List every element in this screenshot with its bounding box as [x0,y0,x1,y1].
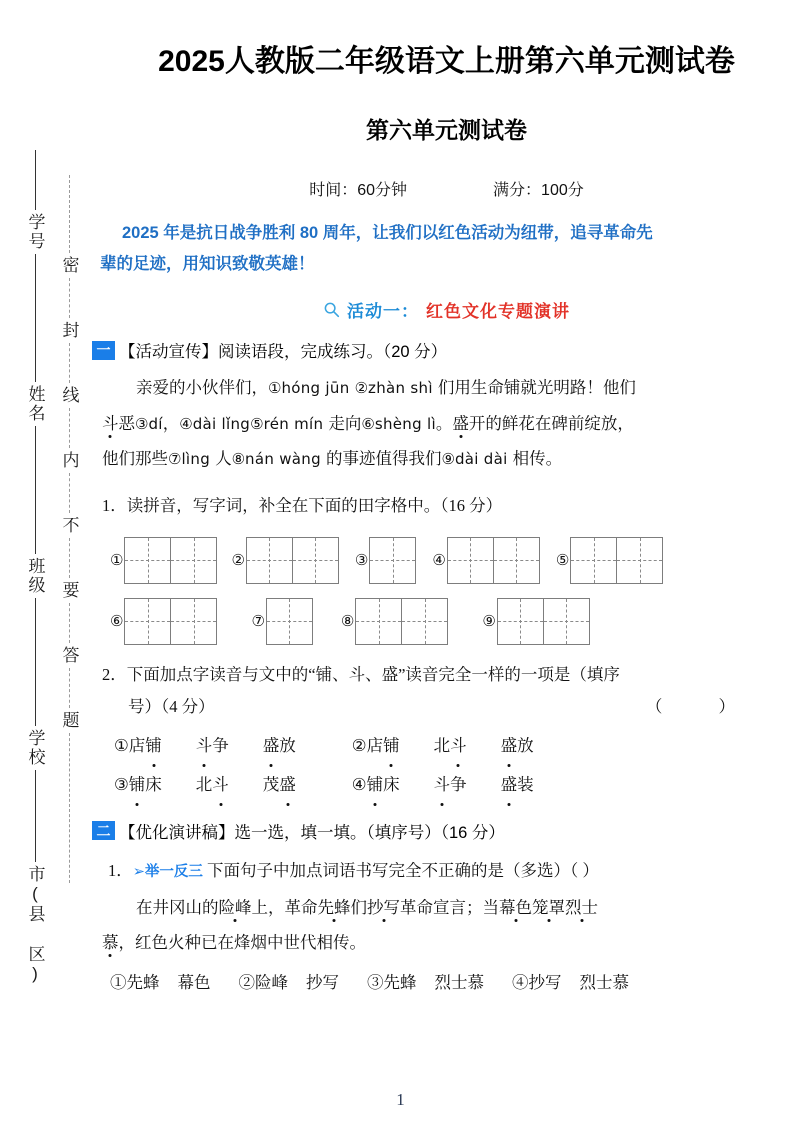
tianzige-index: ① [110,551,124,570]
passage-marker: ⑦ [168,449,182,468]
passage-seg: ， [162,413,180,433]
dotted-word: 险峰 [218,898,252,918]
dotted-char: 铺 [145,729,162,762]
dotted-char: 盛 [501,768,518,801]
pinyin: rén mín [263,414,329,433]
section-heading-2 [92,819,801,843]
grid-row-2 [110,598,801,645]
tianzige-index: ⑦ [251,612,265,631]
q3-number: 1． [108,860,133,880]
option-seg: ③ [114,774,129,794]
passage-marker: ② [354,379,369,398]
pinyin: zhàn shì [368,379,438,398]
q2-line2-text: 号）（4 分） [128,696,215,716]
passage-seg: 开的鲜花在碑前绽放， [468,413,634,433]
spacer [162,729,196,762]
option-seg: 争 [212,735,229,755]
dotted-word: 笼罩 [532,898,565,918]
pinyin: nán wàng [245,449,326,468]
seal-line-column [56,175,82,825]
sidebar-left-item-3: 学校 [25,729,45,767]
question-2-text [102,659,801,723]
passage-marker: ⑨ [441,449,455,468]
question-2-line-1: 2．下面加点字读音与文中的“铺、斗、盛”读音完全一样的一项是（填序 [102,664,620,684]
intro-line-2: 辈的足迹，用知识致敬英雄！ [100,254,315,273]
option-seg: ①先蜂 [110,973,160,993]
passage-seg: 恶 [118,413,135,433]
tianzige-box[interactable] [369,537,416,584]
q3-sentence-line-1 [102,891,787,926]
pinyin: lìng [181,449,216,468]
spacer [417,966,435,999]
spacer [400,729,434,762]
option-seg: 北 [433,735,451,755]
passage-seg: 们用生命铺就光明路！他们 [437,378,636,398]
intro-paragraph [100,218,789,279]
pinyin: dài dài [454,449,513,468]
tianzige-box[interactable] [266,598,313,645]
passage-seg: 亲爱的小伙伴们， [136,378,268,398]
spacer [562,966,580,999]
tianzige-box[interactable] [447,537,540,584]
question-3-text [108,855,801,887]
seal-char-6: 答 [59,646,79,665]
option-seg: 争 [450,774,467,794]
sentence-seg: 革命宣言；当 [400,898,499,918]
option-item[interactable] [367,966,484,999]
question-2-options-row-2 [114,768,801,801]
dotted-char: 盛 [501,729,518,762]
question-1-text: 1．读拼音，写字词，补全在下面的田字格中。（16 分） [102,496,503,516]
tianzige-cell[interactable] [125,599,171,644]
dotted-char: 斗 [196,729,213,762]
spacer [162,768,196,801]
spacer [229,768,263,801]
tianzige-group [110,598,217,645]
tianzige-group [482,598,589,645]
option-seg: 床 [383,774,400,794]
option-seg: ④ [351,774,367,794]
tianzige-cell[interactable] [402,599,447,644]
activity-heading [92,297,801,322]
tianzige-index: ⑧ [340,612,355,631]
q3-sentence-line-2 [102,926,787,961]
option-seg: 放 [279,735,296,755]
grid-row-1 [110,537,801,584]
time-label: 时间：60分钟 [309,182,408,199]
reading-passage [102,370,787,476]
passage-line-2 [102,406,787,441]
passage-line-3 [102,441,787,476]
spacer [229,729,263,762]
sidebar-left-item-4: 市(县 区) [25,865,45,985]
option-seg: 店 [128,735,146,755]
option-seg: 烈士慕 [434,973,484,993]
option-seg: 店 [366,735,384,755]
tianzige-group [231,537,338,584]
option-seg: 北 [195,774,213,794]
tianzige-cell[interactable] [498,599,544,644]
passage-marker: ⑥ [361,414,375,433]
passage-seg: 走向 [328,413,362,433]
tianzige-cell[interactable] [356,599,402,644]
seal-char-3: 内 [59,451,79,470]
section-number-badge-2: 二 [92,821,115,840]
tianzige-box[interactable] [124,537,217,584]
option-seg: 放 [517,735,534,755]
pinyin: shèng lì [374,414,436,433]
intro-line-1: 2025 年是抗日战争胜利 80 周年，让我们以红色活动为纽带，追寻革命先 [122,224,653,242]
sentence-seg: 们 [350,898,367,918]
seal-char-0: 密 [59,256,79,275]
tianzige-index: ④ [432,551,446,570]
dotted-word: 烈士 [565,898,598,918]
dotted-char: 铺 [367,768,384,801]
tianzige-box[interactable] [570,537,663,584]
q3-prompt: 下面句子中加点词语书写完全不正确的是（多选） [207,860,571,880]
sidebar-left-item-1: 姓名 [25,385,45,423]
tianzige-group [432,537,539,584]
juyifansan-tag: ➢举一反三 [132,863,203,880]
sentence-seg: 在井冈山的 [136,898,219,918]
pinyin: dài lǐng [192,414,251,433]
seal-char-2: 线 [59,386,79,405]
tianzige-group [110,537,217,584]
spacer [160,966,178,999]
option-seg: 床 [145,774,162,794]
tianzige-cell[interactable] [617,538,662,583]
option-seg: ① [114,735,129,755]
pinyin: dí [148,414,163,433]
dotted-char: 铺 [129,768,146,801]
option-item[interactable] [110,966,211,999]
spacer [288,966,306,999]
page-subtitle: 第六单元测试卷 [366,117,527,143]
question-2-line-2 [102,691,801,723]
passage-seg: 人 [215,448,232,468]
dotted-char: 盛 [452,413,469,433]
option-seg: ② [351,735,367,755]
section-title-2: 【优化演讲稿】选一选，填一填。（填序号）（16 分） [119,823,505,842]
tianzige-cell[interactable] [571,538,617,583]
tianzige-group [251,598,312,645]
tianzige-index: ⑨ [482,612,496,631]
option-seg: ④抄写 [512,973,562,993]
tianzige-cell[interactable] [544,599,589,644]
passage-marker: ④ [179,414,193,433]
exam-meta [92,177,801,200]
spacer [400,768,434,801]
sidebar-left-item-0: 学号 [25,213,45,251]
tianzige-index: ⑥ [110,612,124,631]
tianzige-index: ② [231,551,245,570]
dotted-char: 斗 [450,729,467,762]
passage-seg: 相传。 [512,448,563,468]
seal-char-4: 不 [59,516,79,535]
passage-seg: 他们那些 [102,448,168,468]
option-item[interactable] [114,729,296,762]
tianzige-group [556,537,663,584]
seal-char-7: 题 [59,711,79,730]
tianzige-group [355,537,416,584]
tianzige-cell[interactable] [448,538,494,583]
passage-marker: ⑤ [250,414,264,433]
dotted-char: 铺 [383,729,400,762]
option-item[interactable] [512,966,629,999]
section-heading-1 [92,338,801,362]
tianzige-cell[interactable] [293,538,338,583]
activity-label: 活动一： [347,302,419,322]
tianzige-box[interactable] [246,537,339,584]
option-seg: 幕色 [177,973,211,993]
exam-content [92,0,801,1122]
option-item[interactable] [352,729,534,762]
passage-marker: ⑧ [231,449,246,468]
answer-blank[interactable]: （ ） [645,696,761,716]
score-label: 满分：100分 [493,182,584,199]
option-seg: 烈士慕 [579,973,629,993]
section-number-badge-1: 一 [92,341,115,360]
tianzige-cell[interactable] [494,538,539,583]
dotted-word: 先蜂 [317,898,351,918]
spacer [467,768,501,801]
tianzige-cell[interactable] [267,599,312,644]
option-item[interactable] [352,768,534,801]
passage-marker: ① [268,379,282,398]
dotted-word: 抄写 [367,898,400,918]
dotted-char: 盛 [263,729,280,762]
dotted-char: 斗 [434,768,451,801]
tianzige-cell[interactable] [370,538,415,583]
option-seg: 装 [517,774,534,794]
passage-seg: 的事迹值得我们 [325,448,442,468]
dotted-word: 幕色 [499,898,532,918]
section-title-1: 【活动宣传】阅读语段，完成练习。（20 分） [119,343,448,362]
tianzige-cell[interactable] [171,599,216,644]
question-3-options-row [110,966,801,999]
passage-marker: ③ [135,414,149,433]
option-seg: ②险峰 [238,973,288,993]
tianzige-box[interactable] [355,598,448,645]
seal-char-5: 要 [59,581,79,600]
tianzige-cell[interactable] [247,538,293,583]
q3-answer-blank[interactable]: （ ） [570,860,599,880]
option-seg: 茂 [262,774,280,794]
tianzige-cell[interactable] [171,538,216,583]
spacer [467,729,501,762]
tianzige-box[interactable] [124,598,217,645]
option-item[interactable] [239,966,340,999]
seal-char-1: 封 [59,321,79,340]
dotted-char: 盛 [279,768,296,801]
question-2-options-row-1 [114,729,801,762]
option-seg: 抄写 [306,973,339,993]
tianzige-box[interactable] [497,598,590,645]
passage-seg: 。 [435,413,453,433]
option-seg: ③先蜂 [367,973,417,993]
magnifier-icon [323,301,340,318]
student-info-column [22,150,48,1085]
dotted-char: 斗 [212,768,229,801]
tianzige-index: ⑤ [555,551,570,570]
page-title: 2025人教版二年级语文上册第六单元测试卷 [158,45,735,78]
activity-name: 红色文化专题演讲 [426,302,570,322]
tianzige-index: ③ [354,551,369,570]
question-3-sentence [102,891,787,960]
sentence-seg: ，红色火种已在烽烟中世代相传。 [118,932,366,952]
dotted-word: 慕 [102,932,119,952]
option-item[interactable] [114,768,296,801]
seal-sidebar [0,0,92,1122]
tianzige-cell[interactable] [125,538,171,583]
pinyin: hóng jūn [281,379,355,398]
sentence-seg: 上，革命 [251,898,318,918]
sidebar-left-item-2: 班级 [25,557,45,595]
passage-line-1 [102,370,787,405]
page-number: 1 [396,1090,405,1109]
tianzige-group [341,598,448,645]
dotted-char: 斗 [102,413,119,433]
